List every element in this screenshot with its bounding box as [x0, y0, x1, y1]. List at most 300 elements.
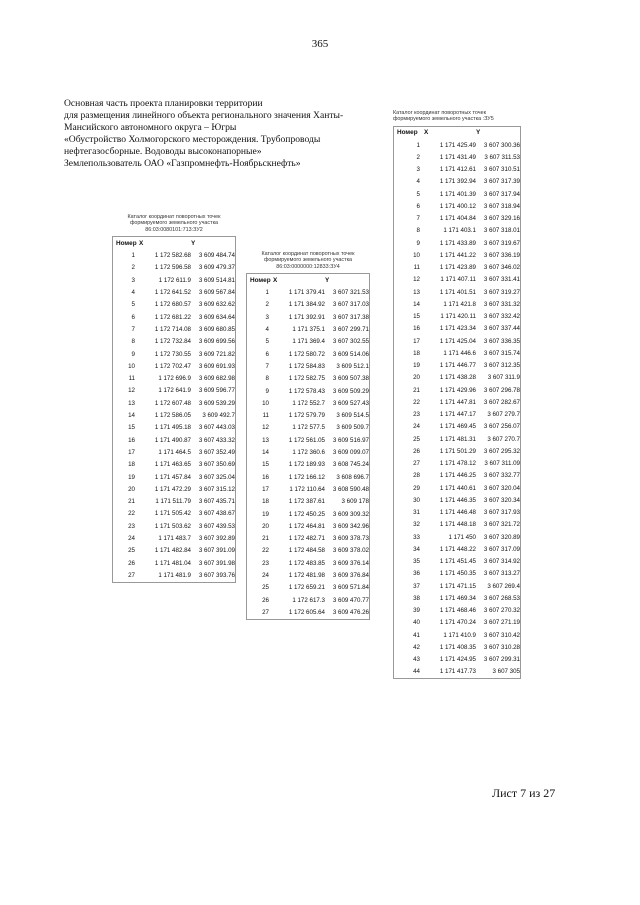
point-number: 24	[413, 423, 420, 431]
page-number: 365	[311, 38, 329, 50]
coordinate-x: 1 171 410.9	[443, 631, 476, 639]
header-line: Основная часть проекта планировки территории	[64, 98, 263, 109]
point-number: 9	[265, 387, 269, 395]
point-number: 11	[413, 264, 420, 272]
coordinate-x: 1 171 501.29	[439, 447, 476, 455]
coordinate-y: 3 609 721.82	[198, 350, 235, 358]
table-row	[394, 654, 520, 666]
catalog-caption-line: Каталог координат поворотных точек	[261, 251, 355, 257]
table-row	[113, 409, 235, 421]
coordinate-x: 1 171 423.89	[439, 264, 476, 272]
catalog-caption	[112, 214, 236, 233]
catalog-caption-line: формируемого земельного участка :ЗУ5	[393, 116, 494, 123]
coordinate-y: 3 607 268.53	[483, 594, 520, 602]
coordinate-y: 3 607 299.31	[483, 656, 520, 664]
table-row	[394, 556, 520, 568]
coordinate-y: 3 607 332.77	[483, 472, 520, 480]
coordinate-x: 1 172 659.21	[288, 584, 325, 592]
table-row	[394, 433, 520, 445]
coordinate-x: 1 171 446.48	[439, 509, 476, 517]
table-row	[247, 496, 369, 508]
table-row	[113, 274, 235, 286]
header-line: Землепользователь ОАО «Газпромнефть-Ноябрьскнефть»	[64, 158, 301, 169]
catalog-caption-line: Каталог координат поворотных точек	[393, 110, 486, 116]
table-row	[394, 372, 520, 384]
table-row	[394, 249, 520, 261]
table-row	[394, 507, 520, 519]
table-row	[394, 298, 520, 310]
table-row	[247, 397, 369, 409]
coordinate-x: 1 172 189.93	[288, 461, 325, 469]
coordinate-y: 3 607 311.09	[484, 460, 520, 468]
table-row	[394, 225, 520, 237]
point-number: 16	[262, 473, 269, 481]
coordinate-y: 3 607 310.42	[483, 631, 520, 639]
coordinate-x: 1 172 596.58	[154, 264, 191, 272]
point-number: 19	[413, 362, 420, 370]
point-number: 22	[413, 398, 420, 406]
table-row	[394, 421, 520, 433]
coordinate-x: 1 171 412.61	[439, 166, 476, 174]
table-row	[113, 397, 235, 409]
coordinate-x: 1 171 511.79	[155, 498, 191, 506]
point-number: 17	[413, 337, 420, 345]
point-number: 11	[128, 375, 135, 383]
column-header-x: X	[424, 129, 429, 137]
table-row	[394, 347, 520, 359]
point-number: 10	[262, 399, 269, 407]
coordinate-x: 1 171 450.35	[439, 570, 476, 578]
table-row	[247, 471, 369, 483]
coordinate-x: 1 171 463.65	[154, 461, 191, 469]
point-number: 6	[265, 350, 269, 358]
coordinate-x: 1 172 714.08	[154, 325, 191, 333]
point-number: 31	[413, 509, 420, 517]
coordinate-x: 1 172 552.7	[292, 399, 325, 407]
coordinate-y: 3 608 745.24	[332, 461, 369, 469]
coordinate-y: 3 607 270.32	[483, 607, 520, 615]
point-number: 9	[131, 350, 135, 358]
point-number: 23	[128, 522, 135, 530]
table-row	[394, 176, 520, 188]
table-row	[113, 569, 235, 581]
coordinate-x: 1 171 401.39	[439, 190, 476, 198]
coordinate-x: 1 172 680.57	[154, 301, 191, 309]
table-row	[247, 434, 369, 446]
point-number: 40	[413, 619, 420, 627]
coordinate-x: 1 171 470.24	[439, 619, 476, 627]
coordinate-y: 3 607 317.38	[332, 313, 369, 321]
point-number: 7	[265, 362, 269, 370]
coordinate-y: 3 607 393.76	[198, 571, 235, 579]
coordinate-y: 3 609 099.07	[332, 449, 369, 457]
coordinate-x: 1 171 401.51	[439, 288, 476, 296]
coordinate-y: 3 607 317.09	[483, 545, 520, 553]
table-header-row	[247, 274, 369, 286]
coordinate-x: 1 171 481.31	[439, 435, 476, 443]
table-row	[394, 237, 520, 249]
coordinate-y: 3 607 331.41	[483, 276, 520, 284]
coordinate-y: 3 609 634.64	[198, 313, 235, 321]
point-number: 2	[265, 301, 269, 309]
coordinate-y: 3 607 313.27	[483, 570, 520, 578]
coordinate-x: 1 171 446.25	[439, 472, 476, 480]
coordinate-y: 3 607 310.51	[483, 166, 520, 174]
coordinate-x: 1 171 471.15	[439, 582, 476, 590]
coordinate-x: 1 172 730.55	[154, 350, 191, 358]
coordinate-y: 3 607 315.74	[483, 349, 520, 357]
coordinate-x: 1 171 505.42	[154, 510, 191, 518]
table-row	[394, 384, 520, 396]
point-number: 21	[413, 386, 420, 394]
coordinate-x: 1 172 360.6	[292, 449, 325, 457]
column-header-y: Y	[191, 239, 196, 247]
point-number: 12	[128, 387, 135, 395]
sheet-footer: Лист 7 из 27	[492, 786, 556, 800]
coordinate-y: 3 607 435.71	[198, 498, 235, 506]
coordinate-x: 1 172 482.71	[288, 535, 325, 543]
point-number: 6	[131, 313, 135, 321]
table-row	[247, 360, 369, 372]
coordinate-x: 1 171 441.22	[439, 251, 476, 259]
coordinate-y: 3 607 346.02	[483, 264, 520, 272]
coordinate-y: 3 609 470.77	[332, 596, 369, 604]
coordinate-x: 1 171 468.46	[439, 607, 476, 615]
table-row	[247, 446, 369, 458]
coordinate-x: 1 172 110.64	[289, 485, 325, 493]
coordinate-table	[246, 273, 370, 619]
coordinate-y: 3 609 567.84	[198, 289, 235, 297]
coordinate-y: 3 607 270.7	[487, 435, 520, 443]
catalog-caption	[246, 251, 370, 270]
point-number: 16	[413, 325, 420, 333]
point-number: 42	[413, 643, 420, 651]
table-row	[394, 200, 520, 212]
point-number: 17	[128, 448, 135, 456]
coordinate-x: 1 172 483.85	[288, 559, 325, 567]
coordinate-x: 1 171 421.8	[443, 300, 476, 308]
table-row	[113, 262, 235, 274]
table-row	[394, 592, 520, 604]
point-number: 23	[413, 411, 420, 419]
coordinate-x: 1 171 481.9	[158, 571, 191, 579]
point-number: 13	[413, 288, 420, 296]
point-number: 22	[128, 510, 135, 518]
table-row	[394, 323, 520, 335]
table-row	[113, 446, 235, 458]
point-number: 8	[416, 227, 420, 235]
coordinate-y: 3 607 296.78	[483, 386, 520, 394]
table-row	[394, 580, 520, 592]
point-number: 18	[262, 498, 269, 506]
point-number: 43	[413, 656, 420, 664]
coordinate-y: 3 607 331.32	[483, 300, 520, 308]
coordinate-y: 3 607 329.16	[483, 215, 520, 223]
coordinate-x: 1 172 484.58	[288, 547, 325, 555]
coordinate-x: 1 172 681.22	[154, 313, 191, 321]
coordinate-x: 1 171 433.89	[439, 239, 476, 247]
table-row	[113, 348, 235, 360]
table-row	[394, 531, 520, 543]
point-number: 30	[413, 496, 420, 504]
point-number: 24	[262, 571, 269, 579]
table-row	[394, 335, 520, 347]
point-number: 3	[131, 276, 135, 284]
coordinate-x: 1 171 420.11	[440, 313, 476, 321]
coordinate-x: 1 172 696.9	[158, 375, 191, 383]
point-number: 13	[128, 399, 135, 407]
table-row	[247, 532, 369, 544]
point-number: 8	[131, 338, 135, 346]
table-row	[394, 629, 520, 641]
coordinate-y: 3 607 312.35	[483, 362, 520, 370]
table-row	[394, 262, 520, 274]
table-row	[247, 508, 369, 520]
column-header-number: Номер	[250, 276, 271, 284]
coordinate-x: 1 172 450.25	[288, 510, 325, 518]
coordinate-x: 1 171 407.11	[440, 276, 476, 284]
coordinate-x: 1 171 417.73	[439, 668, 476, 676]
table-row	[247, 323, 369, 335]
point-number: 12	[262, 424, 269, 432]
coordinate-y: 3 607 320.34	[483, 496, 520, 504]
point-number: 9	[416, 239, 420, 247]
coordinate-x: 1 171 392.91	[288, 313, 325, 321]
catalog-caption-line: формируемого земельного участка	[129, 220, 219, 227]
point-number: 3	[265, 313, 269, 321]
coordinate-x: 1 171 447.17	[439, 411, 476, 419]
table-row	[113, 360, 235, 372]
point-number: 33	[413, 533, 420, 541]
coordinate-x: 1 172 387.61	[288, 498, 325, 506]
coordinate-y: 3 609 682.98	[198, 375, 235, 383]
column-header-x: X	[273, 276, 278, 284]
coordinate-y: 3 609 509.7	[336, 424, 369, 432]
point-number: 22	[262, 547, 269, 555]
table-row	[394, 360, 520, 372]
coordinate-x: 1 171 392.94	[439, 178, 476, 186]
coordinate-y: 3 609 539.29	[198, 399, 235, 407]
table-row	[394, 482, 520, 494]
point-number: 26	[262, 596, 269, 604]
table-row	[113, 299, 235, 311]
catalog-zu2	[112, 214, 236, 583]
point-number: 1	[265, 289, 269, 297]
coordinate-y: 3 607 317.94	[483, 190, 520, 198]
coordinate-y: 3 607 321.53	[332, 289, 369, 297]
coordinate-x: 1 171 464.5	[158, 448, 191, 456]
point-number: 34	[413, 545, 420, 553]
point-number: 7	[131, 325, 135, 333]
coordinate-x: 1 171 425.04	[439, 337, 476, 345]
coordinate-y: 3 607 279.7	[487, 411, 520, 419]
table-row	[394, 458, 520, 470]
coordinate-y: 3 607 315.12	[198, 485, 235, 493]
coordinate-y: 3 609 342.96	[332, 522, 369, 530]
table-row	[247, 373, 369, 385]
coordinate-y: 3 607 332.42	[483, 313, 520, 321]
coordinate-x: 1 171 379.41	[288, 289, 325, 297]
coordinate-x: 1 172 481.98	[288, 571, 325, 579]
coordinate-x: 1 171 447.81	[439, 398, 476, 406]
point-number: 20	[413, 374, 420, 382]
table-row	[113, 336, 235, 348]
coordinate-x: 1 172 607.48	[154, 399, 191, 407]
coordinate-y: 3 609 514.81	[198, 276, 235, 284]
point-number: 15	[128, 424, 135, 432]
coordinate-x: 1 171 429.96	[439, 386, 476, 394]
table-row	[394, 274, 520, 286]
point-number: 15	[413, 313, 420, 321]
point-number: 4	[265, 326, 269, 334]
point-number: 21	[262, 535, 269, 543]
coordinate-y: 3 607 319.27	[483, 288, 520, 296]
table-row	[394, 470, 520, 482]
table-row	[247, 483, 369, 495]
table-header-row	[394, 127, 520, 139]
coordinate-y: 3 609 309.32	[332, 510, 369, 518]
coordinate-y: 3 607 311.53	[484, 153, 520, 161]
point-number: 5	[131, 301, 135, 309]
coordinate-y: 3 609 596.77	[198, 387, 235, 395]
coordinate-table	[112, 236, 236, 582]
table-row	[113, 286, 235, 298]
table-row	[113, 434, 235, 446]
point-number: 8	[265, 375, 269, 383]
point-number: 19	[128, 473, 135, 481]
coordinate-y: 3 609 691.93	[198, 362, 235, 370]
catalog-caption-line: Каталог координат поворотных точек	[127, 214, 221, 220]
table-row	[394, 568, 520, 580]
table-row	[247, 557, 369, 569]
coordinate-y: 3 609 484.74	[198, 252, 235, 260]
catalog-caption	[393, 110, 521, 123]
coordinate-y: 3 609 479.37	[198, 264, 235, 272]
point-number: 26	[413, 447, 420, 455]
coordinate-x: 1 171 448.18	[439, 521, 476, 529]
point-number: 23	[262, 559, 269, 567]
coordinate-x: 1 172 166.12	[288, 473, 325, 481]
point-number: 25	[413, 435, 420, 443]
coordinate-y: 3 609 376.14	[332, 559, 369, 567]
table-row	[113, 520, 235, 532]
coordinate-x: 1 171 424.95	[439, 656, 476, 664]
table-header-row	[113, 237, 235, 249]
point-number: 44	[413, 668, 420, 676]
coordinate-y: 3 607 325.04	[198, 473, 235, 481]
coordinate-y: 3 607 319.67	[483, 239, 520, 247]
column-header-y: Y	[325, 276, 330, 284]
header-line: «Обустройство Холмогорского месторождения. Трубопроводы	[64, 134, 321, 145]
coordinate-y: 3 609 514.5	[336, 412, 369, 420]
coordinate-x: 1 171 404.84	[439, 215, 476, 223]
column-header-number: Номер	[397, 129, 418, 137]
coordinate-y: 3 607 443.03	[198, 424, 235, 432]
coordinate-y: 3 609 378.73	[332, 535, 369, 543]
point-number: 18	[128, 461, 135, 469]
table-row	[394, 494, 520, 506]
table-row	[113, 311, 235, 323]
point-number: 15	[262, 461, 269, 469]
coordinate-y: 3 607 320.89	[483, 533, 520, 541]
table-row	[394, 213, 520, 225]
catalog-caption-line: 86:03:0000000:12833:ЗУ4	[276, 263, 340, 270]
coordinate-y: 3 607 317.03	[332, 301, 369, 309]
coordinate-y: 3 607 392.89	[198, 534, 235, 542]
table-row	[247, 422, 369, 434]
coordinate-x: 1 171 438.28	[439, 374, 476, 382]
coordinate-x: 1 172 641.9	[158, 387, 191, 395]
coordinate-y: 3 609 527.43	[332, 399, 369, 407]
table-row	[394, 641, 520, 653]
point-number: 1	[416, 141, 420, 149]
point-number: 14	[413, 300, 420, 308]
coordinate-y: 3 607 318.01	[483, 227, 520, 235]
table-row	[394, 543, 520, 555]
point-number: 35	[413, 558, 420, 566]
coordinate-x: 1 171 423.34	[439, 325, 476, 333]
point-number: 37	[413, 582, 420, 590]
coordinate-x: 1 171 483.7	[158, 534, 191, 542]
point-number: 3	[416, 166, 420, 174]
coordinate-x: 1 171 400.12	[439, 202, 476, 210]
coordinate-x: 1 171 469.34	[439, 594, 476, 602]
table-row	[113, 459, 235, 471]
coordinate-x: 1 172 702.47	[154, 362, 191, 370]
point-number: 13	[262, 436, 269, 444]
coordinate-x: 1 172 611.9	[158, 276, 191, 284]
table-row	[394, 666, 520, 678]
point-number: 38	[413, 594, 420, 602]
coordinate-y: 3 607 311.9	[487, 374, 520, 382]
coordinate-x: 1 171 451.45	[439, 558, 476, 566]
coordinate-y: 3 607 391.09	[198, 547, 235, 555]
coordinate-y: 3 607 256.07	[483, 423, 520, 431]
point-number: 20	[128, 485, 135, 493]
table-row	[113, 508, 235, 520]
coordinate-y: 3 607 336.19	[483, 251, 520, 259]
coordinate-y: 3 607 439.53	[198, 522, 235, 530]
coordinate-y: 3 607 391.98	[198, 559, 235, 567]
table-row	[394, 286, 520, 298]
coordinate-x: 1 171 440.61	[439, 484, 476, 492]
table-row	[113, 323, 235, 335]
coordinate-x: 1 172 579.79	[288, 412, 325, 420]
table-row	[247, 348, 369, 360]
table-row	[247, 459, 369, 471]
point-number: 12	[413, 276, 420, 284]
table-row	[113, 471, 235, 483]
table-row	[113, 483, 235, 495]
table-row	[247, 545, 369, 557]
coordinate-x: 1 171 408.35	[439, 643, 476, 651]
point-number: 39	[413, 607, 420, 615]
coordinate-y: 3 607 317.93	[483, 509, 520, 517]
coordinate-y: 3 609 516.97	[332, 436, 369, 444]
table-row	[247, 569, 369, 581]
table-row	[394, 311, 520, 323]
point-number: 4	[131, 289, 135, 297]
point-number: 10	[413, 251, 420, 259]
point-number: 5	[416, 190, 420, 198]
table-row	[113, 545, 235, 557]
table-row	[394, 519, 520, 531]
table-row	[247, 336, 369, 348]
catalog-caption-line: 86:03:0080101:713:ЗУ2	[145, 226, 203, 233]
coordinate-y: 3 607 271.19	[483, 619, 520, 627]
point-number: 41	[413, 631, 420, 639]
coordinate-y: 3 607 352.49	[198, 448, 235, 456]
